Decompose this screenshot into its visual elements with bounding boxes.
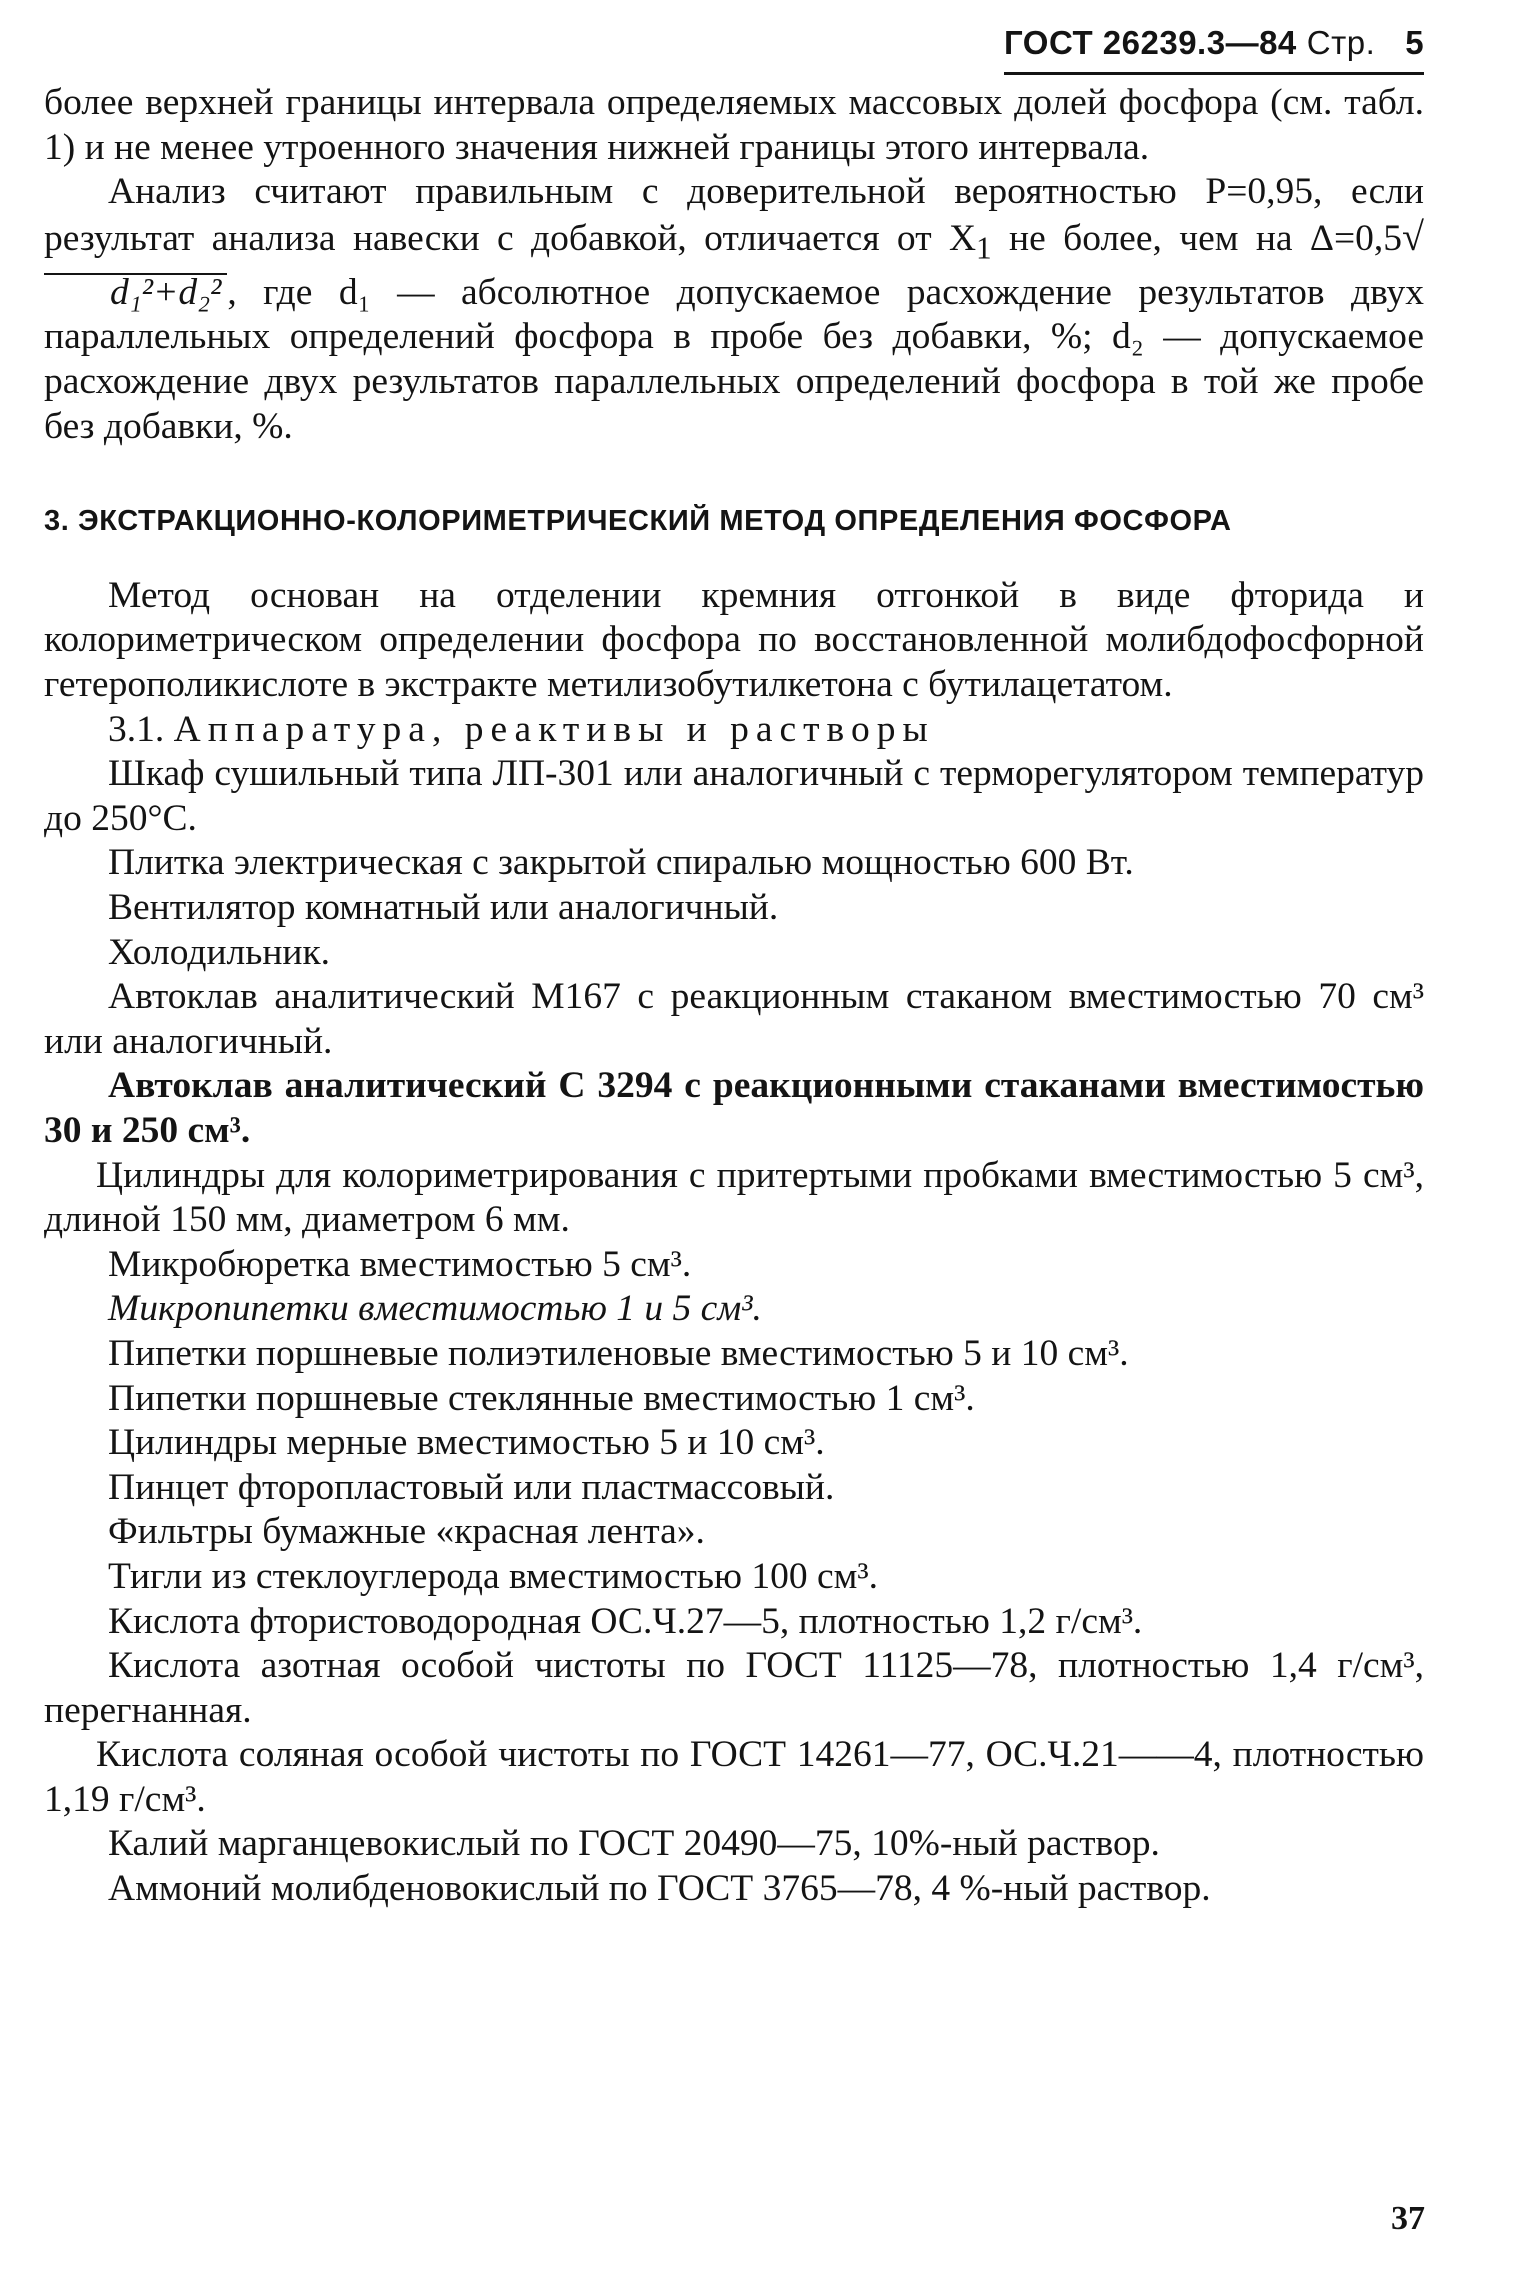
list-item-microburette: Микробюретка вместимостью 5 см³. xyxy=(108,1243,692,1285)
list-item-hydrochloric-acid: Кислота соляная особой чистоты по ГОСТ 14261—77, ОС.Ч.21——4, плотностью 1,19 г/см³. xyxy=(44,1734,1424,1820)
list-item-refrigerator: Холодильник. xyxy=(108,931,331,973)
subsection-number: 3.1. xyxy=(108,708,165,750)
intro-paragraph-2 xyxy=(44,170,1424,449)
list-item-hot-plate: Плитка электрическая с закрытой спиралью мощностью 600 Вт. xyxy=(108,842,1134,884)
list-item-nitric-acid: Кислота азотная особой чистоты по ГОСТ 11125—78, плотностью 1,4 г/см³, перегнанная. xyxy=(44,1645,1424,1731)
subsection-title xyxy=(44,708,1424,753)
list-item-measuring-cylinders: Цилиндры мерные вместимостью 5 и 10 см³. xyxy=(108,1422,825,1464)
list-item-filters: Фильтры бумажные «красная лента». xyxy=(108,1511,705,1553)
intro-text-a: Анализ считают правильным с доверительной вероятностью P=0,95, если результат анализа навески с добавкой, отличается от X xyxy=(44,171,1424,259)
header-page-number: 5 xyxy=(1405,24,1425,61)
subsection-name: Аппаратура, реактивы и растворы xyxy=(173,708,935,750)
body-text xyxy=(44,81,1424,1912)
document-page xyxy=(44,24,1424,1912)
list-item-ammonium-molybdate: Аммоний молибденовокислый по ГОСТ 3765—78, 4 %-ный раствор. xyxy=(108,1868,1211,1910)
list-item-hf-acid: Кислота фтористоводородная ОС.Ч.27—5, плотностью 1,2 г/см³. xyxy=(108,1600,1143,1642)
list-item-fan: Вентилятор комнатный или аналогичный. xyxy=(108,887,779,928)
intro-text-c: , где d₁ — абсолютное допускаемое расхождение результатов двух параллельных определений фосфора в пробе без добавки, %; d₂ — допускаемое расхождение двух результатов параллельных определений фосфора в той же пробе без добавки, %. xyxy=(44,271,1424,447)
page-label: Стр. xyxy=(1306,24,1376,61)
standard-number: ГОСТ 26239.3—84 xyxy=(1004,24,1297,61)
sqrt-sign: √ xyxy=(1402,213,1424,259)
method-paragraph: Метод основан на отделении кремния отгонкой в виде фторида и колориметрическом определении фосфора по восстановленной молибдофосфорной гетерополикислоте в экстракте метилизобутилкетона с бутилацетатом. xyxy=(44,574,1424,706)
list-item-colorimetric-cylinders: Цилиндры для колориметрирования с притертыми пробками вместимостью 5 см³, длиной 150 мм, диаметром 6 мм. xyxy=(44,1154,1424,1241)
list-item-autoclave-m167: Автоклав аналитический М167 с реакционным стаканом вместимостью 70 см³ или аналогичный. xyxy=(44,976,1424,1062)
footer-page-number: 37 xyxy=(1391,2200,1425,2237)
list-item-glass-pipettes: Пипетки поршневые стеклянные вместимостью 1 см³. xyxy=(108,1377,975,1419)
list-item-permanganate: Калий марганцевокислый по ГОСТ 20490—75, 10%-ный раствор. xyxy=(108,1823,1160,1865)
intro-text-b: не более, чем на Δ=0,5 xyxy=(991,217,1403,259)
list-item-pe-pipettes: Пипетки поршневые полиэтиленовые вместимостью 5 и 10 см³. xyxy=(108,1332,1129,1374)
list-item-autoclave-c3294: Автоклав аналитический С 3294 с реакционными стаканами вместимостью 30 и 250 см³. xyxy=(44,1065,1424,1151)
section-heading: 3. ЭКСТРАКЦИОННО-КОЛОРИМЕТРИЧЕСКИЙ МЕТОД ОПРЕДЕЛЕНИЯ ФОСФОРА xyxy=(44,505,1232,538)
list-item-crucibles: Тигли из стеклоуглерода вместимостью 100 см³. xyxy=(108,1555,878,1597)
list-item-micropipettes: Микропипетки вместимостью 1 и 5 см³. xyxy=(108,1288,762,1330)
sqrt-formula: d₁²+d₂² xyxy=(44,273,227,311)
page-header xyxy=(1004,24,1424,75)
list-item-drying-cabinet: Шкаф сушильный типа ЛП-301 или аналогичный с терморегулятором температур до 250°С. xyxy=(44,753,1424,839)
intro-paragraph-1: более верхней границы интервала определяемых массовых долей фосфора (см. табл. 1) и не менее утроенного значения нижней границы этого интервала. xyxy=(44,82,1424,168)
intro-subscript: 1 xyxy=(976,230,992,266)
list-item-tweezers: Пинцет фторопластовый или пластмассовый. xyxy=(108,1466,835,1508)
